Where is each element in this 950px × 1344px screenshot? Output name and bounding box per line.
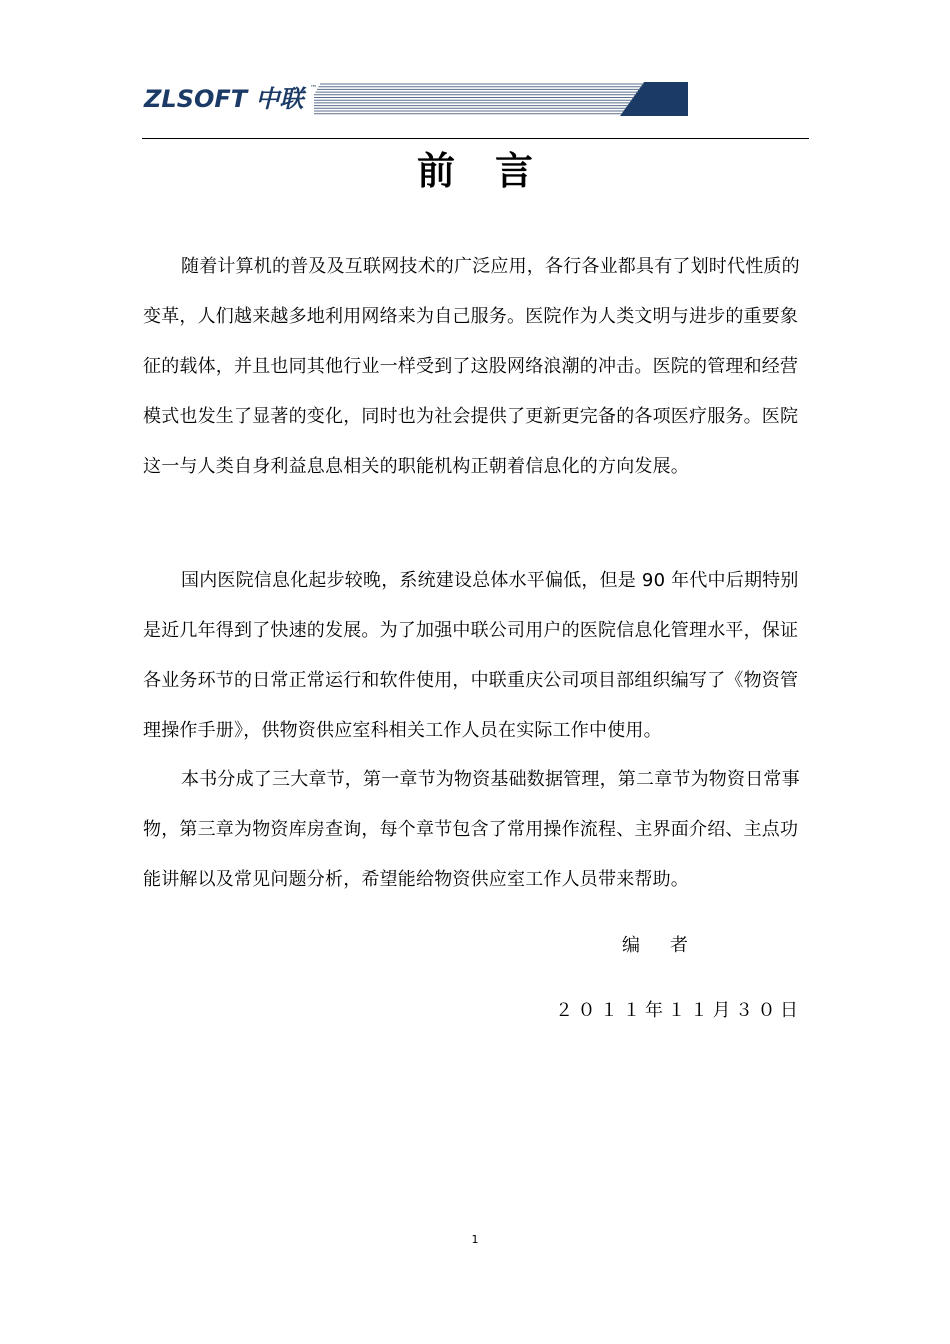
header-rule: [142, 138, 809, 139]
header-stripes-graphic: [314, 82, 688, 116]
signature-date: ２０１１年１１月３０日: [555, 1000, 803, 1021]
page-number: 1: [471, 1233, 479, 1246]
page-title: 前言: [416, 149, 573, 193]
paragraph-1: 随着计算机的普及及互联网技术的广泛应用，各行各业都具有了划时代性质的变革，人们越来越多地利用网络来为自己服务。医院作为人类文明与进步的重要象征的载体，并且也同其他行业一样受到了这股网络浪潮的冲击。医院的管理和经营模式也发生了显著的变化，同时也为社会提供了更新更完备的各项医疗服务。医院这一与人类自身利益息息相关的职能机构正朝着信息化的方向发展。: [143, 256, 800, 477]
document-header: [142, 82, 688, 116]
paragraph-3: 本书分成了三大章节，第一章节为物资基础数据管理，第二章节为物资日常事物，第三章为物资库房查询，每个章节包含了常用操作流程、主界面介绍、主点功能讲解以及常见问题分析，希望能给物资供应室工作人员带来帮助。: [143, 769, 800, 890]
company-logo: ZLSOFT 中联: [144, 85, 304, 113]
paragraph-2: 国内医院信息化起步较晚，系统建设总体水平偏低，但是 90 年代中后期特别是近几年得到了快速的发展。为了加强中联公司用户的医院信息化管理水平，保证各业务环节的日常正常运行和软件使用，中联重庆公司项目部组织编写了《物资管理操作手册》，供物资供应室科相关工作人员在实际工作中使用。: [143, 570, 799, 741]
trademark-mark: ™: [310, 84, 317, 92]
editor-signature: 编者: [622, 935, 718, 956]
